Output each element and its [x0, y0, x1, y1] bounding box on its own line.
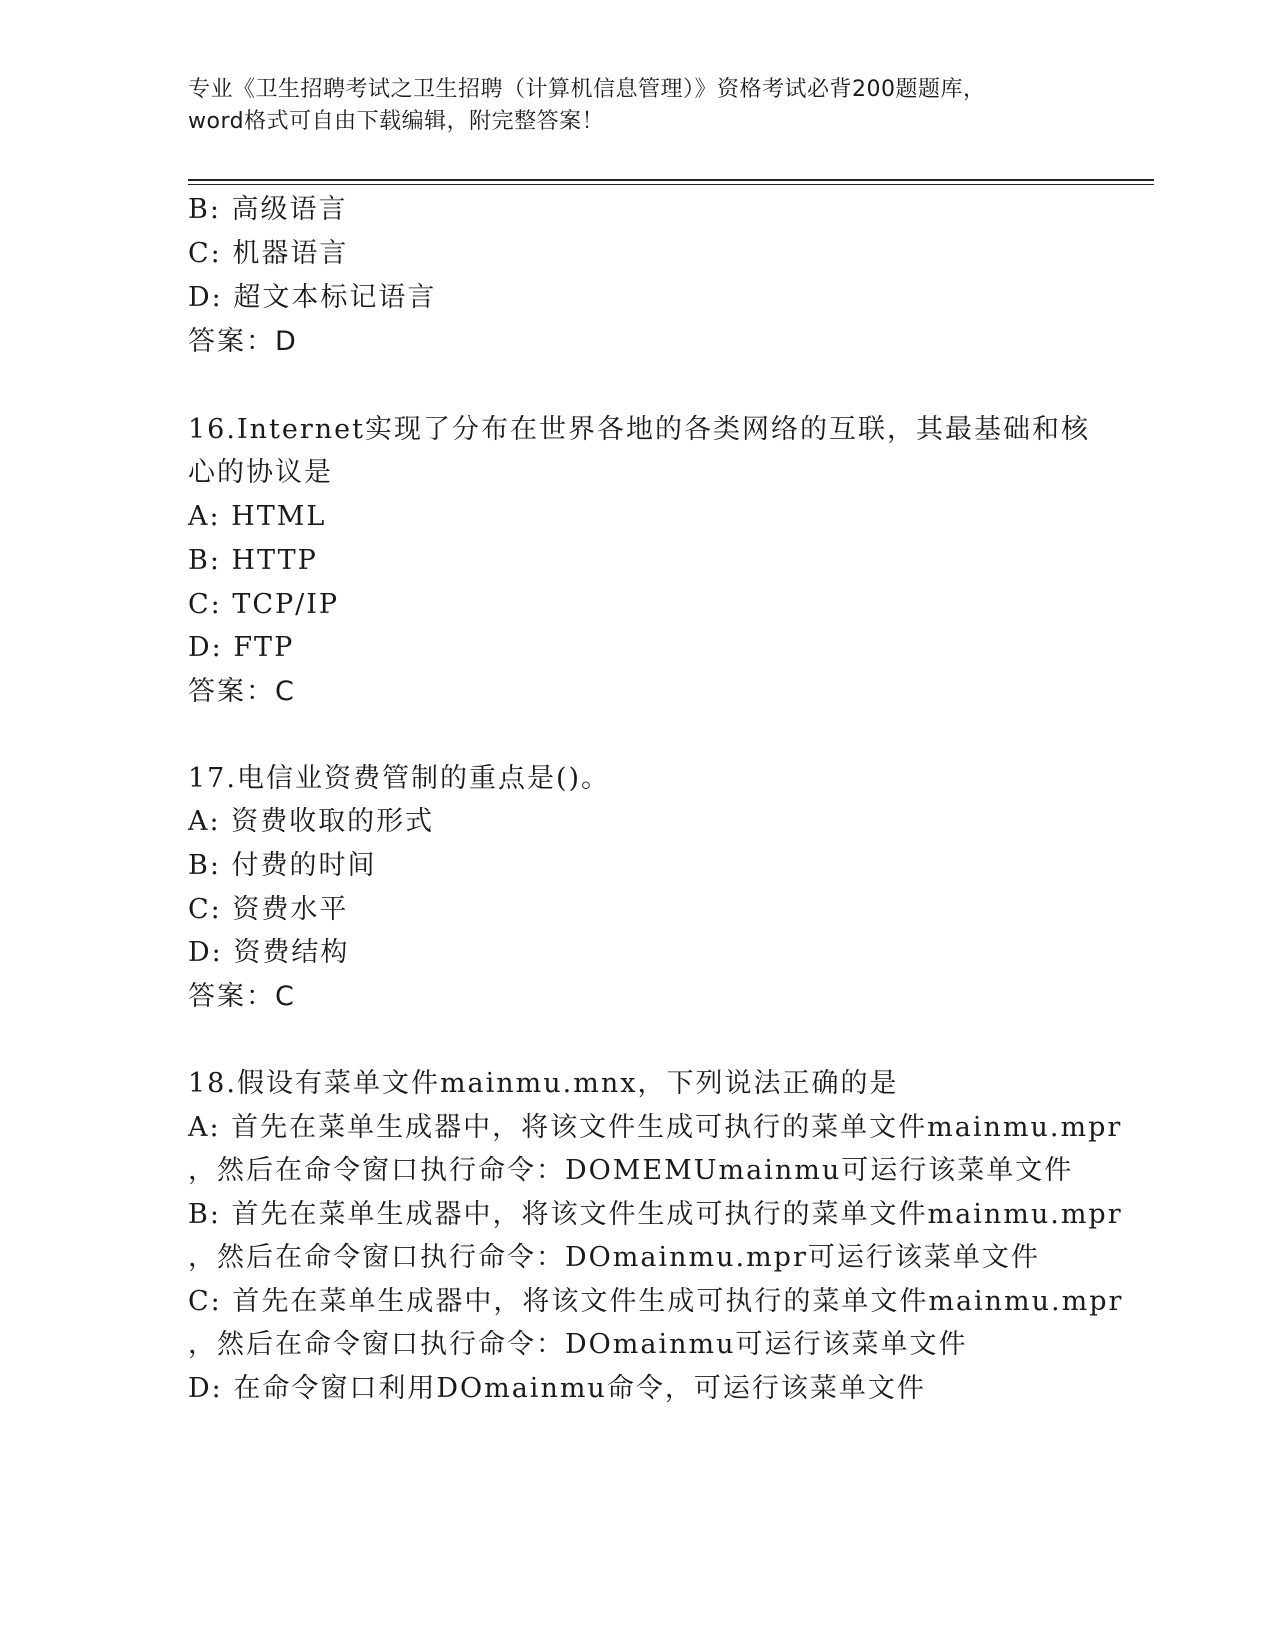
q18-stem: 18.假设有菜单文件mainmu.mnx，下列说法正确的是 — [188, 1068, 899, 1099]
q18-option-c-line-1: C: 首先在菜单生成器中，将该文件生成可执行的菜单文件mainmu.mpr — [188, 1286, 1124, 1317]
q18-option-a-line-1: A: 首先在菜单生成器中，将该文件生成可执行的菜单文件mainmu.mpr — [188, 1112, 1123, 1143]
q16-option-d: D: FTP — [188, 632, 295, 663]
q16-option-c: C: TCP/IP — [188, 589, 340, 620]
q16-stem-line-2: 心的协议是 — [188, 457, 333, 488]
q18-option-c-line-2: ，然后在命令窗口执行命令：DOmainmu可运行该菜单文件 — [188, 1329, 968, 1360]
q18-option-b-line-2: ，然后在命令窗口执行命令：DOmainmu.mpr可运行该菜单文件 — [188, 1242, 1040, 1273]
q18-option-a-line-2: ，然后在命令窗口执行命令：DOMEMUmainmu可运行该菜单文件 — [188, 1155, 1074, 1186]
q15-answer: 答案：D — [188, 326, 298, 357]
header-divider-thick — [188, 179, 1154, 181]
q17-option-a: A: 资费收取的形式 — [188, 806, 435, 837]
q17-answer: 答案：C — [188, 981, 296, 1012]
q16-answer: 答案：C — [188, 676, 296, 707]
header-divider-thin — [188, 184, 1154, 185]
q17-stem: 17.电信业资费管制的重点是()。 — [188, 763, 611, 794]
q15-option-c: C: 机器语言 — [188, 238, 349, 269]
q17-option-b: B: 付费的时间 — [188, 850, 377, 881]
q17-option-d: D: 资费结构 — [188, 937, 350, 968]
q18-option-b-line-1: B: 首先在菜单生成器中，将该文件生成可执行的菜单文件mainmu.mpr — [188, 1199, 1123, 1230]
q17-option-c: C: 资费水平 — [188, 894, 349, 925]
q16-stem-line-1: 16.Internet实现了分布在世界各地的各类网络的互联，其最基础和核 — [188, 414, 1090, 445]
q16-option-b: B: HTTP — [188, 545, 318, 576]
header-title-line-2: word格式可自由下载编辑，附完整答案！ — [188, 109, 605, 134]
q15-option-d: D: 超文本标记语言 — [188, 282, 437, 313]
q18-option-d: D: 在命令窗口利用DOmainmu命令，可运行该菜单文件 — [188, 1373, 926, 1404]
header-title-line-1: 专业《卫生招聘考试之卫生招聘（计算机信息管理）》资格考试必背200题题库， — [188, 77, 986, 102]
q16-option-a: A: HTML — [188, 501, 327, 532]
q15-option-b: B: 高级语言 — [188, 194, 348, 225]
document-header — [188, 74, 1088, 138]
